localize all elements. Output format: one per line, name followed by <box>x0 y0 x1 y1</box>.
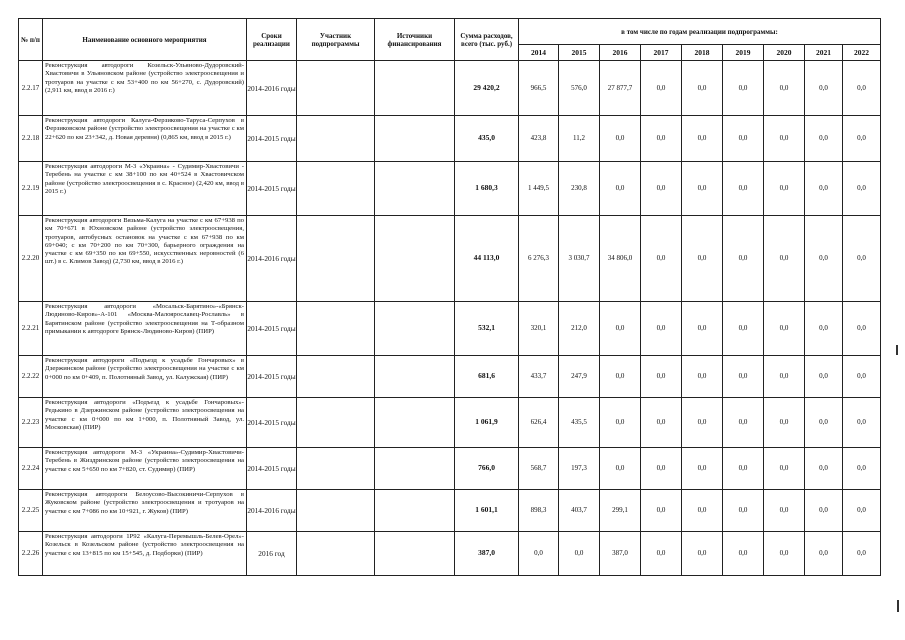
year-amount: 0,0 <box>559 532 600 576</box>
year-amount: 0,0 <box>805 162 843 216</box>
table-row <box>19 216 881 302</box>
row-number: 2.2.20 <box>19 216 43 302</box>
year-amount: 0,0 <box>764 398 805 448</box>
scan-edge-mark <box>897 600 899 612</box>
total-amount: 532,1 <box>455 302 519 356</box>
row-number: 2.2.23 <box>19 398 43 448</box>
year-amount: 0,0 <box>843 162 881 216</box>
year-amount: 0,0 <box>682 61 723 116</box>
participant-cell <box>297 162 375 216</box>
year-amount: 0,0 <box>764 532 805 576</box>
year-amount: 0,0 <box>843 490 881 532</box>
total-amount: 435,0 <box>455 116 519 162</box>
year-amount: 0,0 <box>600 448 641 490</box>
table-header <box>19 19 881 61</box>
year-amount: 387,0 <box>600 532 641 576</box>
activity-name: Реконструкция автодороги М-3 «Украина» - Судимир-Хвастовичи - Теребень на участке с км 38+100 по км 40+524 в Хвастовичском районе (устройство электроосвещения в с. Красное) (2,420 км, ввод в 2015 г.) <box>43 162 247 216</box>
year-amount: 0,0 <box>723 61 764 116</box>
year-amount: 576,0 <box>559 61 600 116</box>
total-amount: 1 680,3 <box>455 162 519 216</box>
header-year: 2017 <box>641 45 682 61</box>
year-amount: 0,0 <box>764 216 805 302</box>
participant-cell <box>297 356 375 398</box>
table-row <box>19 356 881 398</box>
year-amount: 0,0 <box>843 532 881 576</box>
total-amount: 1 061,9 <box>455 398 519 448</box>
year-amount: 626,4 <box>519 398 559 448</box>
year-amount: 0,0 <box>805 302 843 356</box>
header-year: 2014 <box>519 45 559 61</box>
header-year: 2018 <box>682 45 723 61</box>
funding-source-cell <box>375 398 455 448</box>
table-row <box>19 61 881 116</box>
year-amount: 0,0 <box>519 532 559 576</box>
row-number: 2.2.21 <box>19 302 43 356</box>
funding-source-cell <box>375 532 455 576</box>
table-row <box>19 116 881 162</box>
year-amount: 568,7 <box>519 448 559 490</box>
year-amount: 1 449,5 <box>519 162 559 216</box>
implementation-period: 2014-2016 годы <box>247 216 297 302</box>
year-amount: 0,0 <box>600 116 641 162</box>
total-amount: 766,0 <box>455 448 519 490</box>
year-amount: 403,7 <box>559 490 600 532</box>
year-amount: 320,1 <box>519 302 559 356</box>
year-amount: 299,1 <box>600 490 641 532</box>
table-row <box>19 398 881 448</box>
year-amount: 11,2 <box>559 116 600 162</box>
year-amount: 433,7 <box>519 356 559 398</box>
year-amount: 0,0 <box>600 302 641 356</box>
year-amount: 0,0 <box>843 216 881 302</box>
funding-source-cell <box>375 448 455 490</box>
year-amount: 0,0 <box>805 448 843 490</box>
funding-source-cell <box>375 61 455 116</box>
participant-cell <box>297 116 375 162</box>
year-amount: 0,0 <box>764 448 805 490</box>
header-number: № п/п <box>19 19 43 61</box>
table-row <box>19 302 881 356</box>
year-amount: 0,0 <box>805 61 843 116</box>
participant-cell <box>297 490 375 532</box>
year-amount: 0,0 <box>843 356 881 398</box>
activity-name: Реконструкция автодороги Вязьма-Калуга на участке с км 67+938 по км 70+671 в Юхновском районе (устройство электроосвещения, тротуаров, автобусных остановок на участке с км 67+938 по км 69+040; с км 70+200 по км 70+300, барьерного ограждения на участке с км 69+350 по км 69+550, искусственных неровностей (6 шт.) в с. Климов Завод) (2,730 км, ввод в 2016 г.) <box>43 216 247 302</box>
header-years-group: в том числе по годам реализации подпрограммы: <box>519 19 881 45</box>
row-number: 2.2.24 <box>19 448 43 490</box>
year-amount: 0,0 <box>641 116 682 162</box>
year-amount: 0,0 <box>723 356 764 398</box>
year-amount: 0,0 <box>641 356 682 398</box>
year-amount: 966,5 <box>519 61 559 116</box>
year-amount: 0,0 <box>805 356 843 398</box>
year-amount: 0,0 <box>723 490 764 532</box>
implementation-period: 2014-2015 годы <box>247 448 297 490</box>
table-row <box>19 448 881 490</box>
year-amount: 212,0 <box>559 302 600 356</box>
program-activities-table <box>18 18 881 576</box>
header-activity-name: Наименование основного мероприятия <box>43 19 247 61</box>
year-amount: 0,0 <box>723 532 764 576</box>
year-amount: 247,9 <box>559 356 600 398</box>
year-amount: 0,0 <box>641 398 682 448</box>
year-amount: 0,0 <box>682 532 723 576</box>
header-total: Сумма расходов, всего (тыс. руб.) <box>455 19 519 61</box>
implementation-period: 2014-2015 годы <box>247 356 297 398</box>
total-amount: 681,6 <box>455 356 519 398</box>
year-amount: 0,0 <box>805 116 843 162</box>
table-row <box>19 532 881 576</box>
year-amount: 0,0 <box>682 116 723 162</box>
participant-cell <box>297 61 375 116</box>
total-amount: 29 420,2 <box>455 61 519 116</box>
header-year: 2019 <box>723 45 764 61</box>
header-year: 2016 <box>600 45 641 61</box>
year-amount: 0,0 <box>723 448 764 490</box>
year-amount: 3 030,7 <box>559 216 600 302</box>
year-amount: 0,0 <box>764 302 805 356</box>
year-amount: 0,0 <box>641 448 682 490</box>
year-amount: 230,8 <box>559 162 600 216</box>
year-amount: 0,0 <box>764 116 805 162</box>
activity-name: Реконструкция автодороги 1Р92 «Калуга-Перемышль-Белев-Орел»-Козельск в Козельском районе (устройство электроосвещения на участке с км 13+815 по км 15+545, д. Подборки) (ПИР) <box>43 532 247 576</box>
funding-source-cell <box>375 116 455 162</box>
implementation-period: 2014-2015 годы <box>247 398 297 448</box>
table-body <box>19 61 881 576</box>
year-amount: 0,0 <box>682 302 723 356</box>
year-amount: 0,0 <box>641 490 682 532</box>
year-amount: 0,0 <box>723 216 764 302</box>
year-amount: 0,0 <box>600 162 641 216</box>
funding-source-cell <box>375 162 455 216</box>
row-number: 2.2.26 <box>19 532 43 576</box>
year-amount: 0,0 <box>805 490 843 532</box>
total-amount: 1 601,1 <box>455 490 519 532</box>
year-amount: 0,0 <box>641 216 682 302</box>
row-number: 2.2.18 <box>19 116 43 162</box>
activity-name: Реконструкция автодороги Козельск-Ульяново-Дудоровский-Хвастовичи в Ульяновском районе (устройство электроосвещения и тротуаров на участке с км 53+400 по км 56+270, с. Дудоровский) (2,911 км, ввод в 2016 г.) <box>43 61 247 116</box>
funding-source-cell <box>375 356 455 398</box>
participant-cell <box>297 216 375 302</box>
total-amount: 44 113,0 <box>455 216 519 302</box>
participant-cell <box>297 302 375 356</box>
year-amount: 0,0 <box>805 532 843 576</box>
year-amount: 0,0 <box>682 398 723 448</box>
document-page <box>18 18 880 610</box>
year-amount: 0,0 <box>600 356 641 398</box>
implementation-period: 2014-2015 годы <box>247 116 297 162</box>
year-amount: 435,5 <box>559 398 600 448</box>
year-amount: 0,0 <box>764 61 805 116</box>
activity-name: Реконструкция автодороги «Подъезд к усадьбе Гончаровых» в Дзержинском районе (устройство электроосвещения на участке с км 0+000 по км 0+409, п. Полотняный Завод, ул. Калужская) (ПИР) <box>43 356 247 398</box>
year-amount: 0,0 <box>682 448 723 490</box>
year-amount: 0,0 <box>843 302 881 356</box>
year-amount: 423,8 <box>519 116 559 162</box>
year-amount: 0,0 <box>641 302 682 356</box>
year-amount: 0,0 <box>641 162 682 216</box>
row-number: 2.2.25 <box>19 490 43 532</box>
year-amount: 0,0 <box>682 490 723 532</box>
implementation-period: 2016 год <box>247 532 297 576</box>
participant-cell <box>297 398 375 448</box>
year-amount: 6 276,3 <box>519 216 559 302</box>
year-amount: 197,3 <box>559 448 600 490</box>
implementation-period: 2014-2016 годы <box>247 61 297 116</box>
year-amount: 898,3 <box>519 490 559 532</box>
year-amount: 0,0 <box>764 162 805 216</box>
row-number: 2.2.22 <box>19 356 43 398</box>
activity-name: Реконструкция автодороги М-3 «Украина»-Судимир-Хвастовичи-Теребень в Жиздринском районе (устройство электроосвещения на участке с км 5+650 по км 7+820, ст. Судимир) (ПИР) <box>43 448 247 490</box>
year-amount: 0,0 <box>843 398 881 448</box>
year-amount: 0,0 <box>682 356 723 398</box>
year-amount: 0,0 <box>843 61 881 116</box>
table-row <box>19 162 881 216</box>
participant-cell <box>297 448 375 490</box>
year-amount: 0,0 <box>641 61 682 116</box>
funding-source-cell <box>375 302 455 356</box>
row-number: 2.2.17 <box>19 61 43 116</box>
header-participant: Участник подпрограммы <box>297 19 375 61</box>
total-amount: 387,0 <box>455 532 519 576</box>
header-year: 2020 <box>764 45 805 61</box>
year-amount: 0,0 <box>723 162 764 216</box>
year-amount: 0,0 <box>682 216 723 302</box>
header-funding-source: Источники финансирования <box>375 19 455 61</box>
implementation-period: 2014-2015 годы <box>247 162 297 216</box>
year-amount: 0,0 <box>805 398 843 448</box>
year-amount: 0,0 <box>600 398 641 448</box>
funding-source-cell <box>375 490 455 532</box>
participant-cell <box>297 532 375 576</box>
year-amount: 0,0 <box>682 162 723 216</box>
year-amount: 0,0 <box>641 532 682 576</box>
header-year: 2022 <box>843 45 881 61</box>
activity-name: Реконструкция автодороги «Подъезд к усадьбе Гончаровых»-Редькино в Дзержинском районе (устройство электроосвещения на участке с км 0+000 по км 1+000, п. Полотняный Завод, ул. Московская) (ПИР) <box>43 398 247 448</box>
scan-edge-mark <box>896 345 898 355</box>
header-year: 2021 <box>805 45 843 61</box>
activity-name: Реконструкция автодороги «Мосальск-Барятино»-«Брянск-Людиново-Киров»-А-101 «Москва-Малоярославец-Рославль» в Барятинском районе (устройство электроосвещения на Т-образном примыкании к автодороге Брянск-Людиново-Киров) (ПИР) <box>43 302 247 356</box>
year-amount: 0,0 <box>843 116 881 162</box>
row-number: 2.2.19 <box>19 162 43 216</box>
year-amount: 0,0 <box>764 490 805 532</box>
funding-source-cell <box>375 216 455 302</box>
year-amount: 34 806,0 <box>600 216 641 302</box>
header-period: Сроки реализации <box>247 19 297 61</box>
header-year: 2015 <box>559 45 600 61</box>
implementation-period: 2014-2015 годы <box>247 302 297 356</box>
implementation-period: 2014-2016 годы <box>247 490 297 532</box>
year-amount: 27 877,7 <box>600 61 641 116</box>
activity-name: Реконструкция автодороги Белоусово-Высокиничи-Серпухов в Жуковском районе (устройство электроосвещения и тротуаров на участке с км 7+086 по км 10+921, г. Жуков) (ПИР) <box>43 490 247 532</box>
year-amount: 0,0 <box>723 116 764 162</box>
activity-name: Реконструкция автодороги Калуга-Ферзиково-Таруса-Серпухов в Ферзиковском районе (устройство электроосвещения на участке с км 22+620 по км 23+342, д. Новая деревня) (0,865 км, ввод в 2015 г.) <box>43 116 247 162</box>
year-amount: 0,0 <box>764 356 805 398</box>
year-amount: 0,0 <box>805 216 843 302</box>
year-amount: 0,0 <box>723 398 764 448</box>
year-amount: 0,0 <box>843 448 881 490</box>
table-row <box>19 490 881 532</box>
year-amount: 0,0 <box>723 302 764 356</box>
